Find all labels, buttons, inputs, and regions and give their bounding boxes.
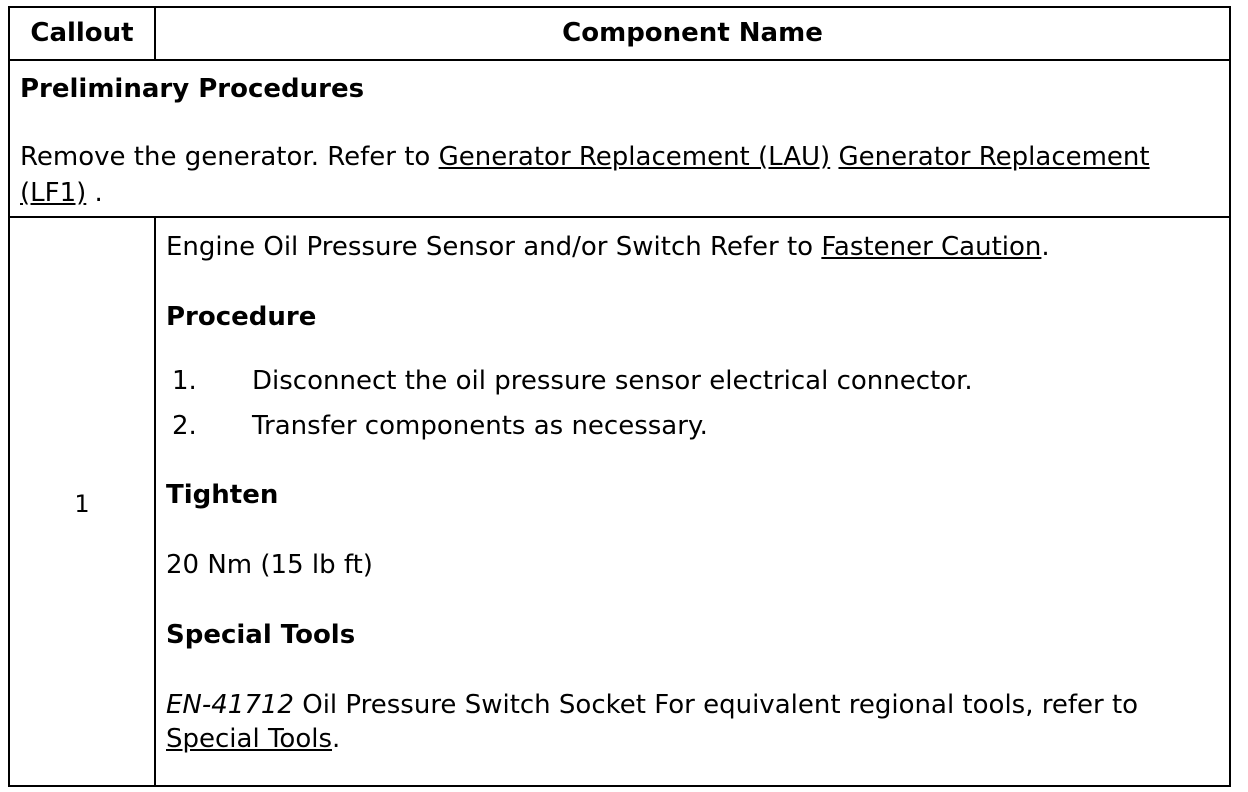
list-item: [166, 409, 1219, 454]
step-text: Disconnect the oil pressure sensor electrical connector.: [252, 366, 973, 396]
preliminary-text-suffix: .: [94, 178, 103, 208]
generator-replacement-lau-link[interactable]: Generator Replacement (LAU): [438, 142, 831, 172]
tighten-heading: Tighten: [166, 480, 279, 510]
tool-code: EN-41712: [166, 690, 294, 720]
generator-replacement-lf1-link[interactable]: Generator Replacement (LF1): [20, 142, 1150, 208]
step-text: Transfer components as necessary.: [252, 411, 708, 441]
table-header-row: [10, 8, 1229, 61]
preliminary-procedures-text: [20, 139, 1219, 211]
callout-number-cell: 1: [10, 218, 156, 785]
step-number: 1.: [172, 366, 197, 396]
tighten-value: 20 Nm (15 lb ft): [166, 550, 373, 580]
component-intro-text: Engine Oil Pressure Sensor and/or Switch Refer to: [166, 232, 814, 262]
procedure-table: [8, 6, 1231, 787]
step-number: 2.: [172, 411, 197, 441]
special-tools-text: [166, 688, 1219, 756]
component-intro: [166, 230, 1219, 264]
callout-column-header: Callout: [10, 8, 156, 59]
tool-description: Oil Pressure Switch Socket For equivalent regional tools, refer to: [302, 690, 1139, 720]
fastener-caution-link[interactable]: Fastener Caution: [821, 232, 1042, 262]
preliminary-text-prefix: Remove the generator. Refer to: [20, 142, 431, 172]
special-tools-link[interactable]: Special Tools: [166, 724, 332, 754]
preliminary-procedures-title: Preliminary Procedures: [20, 74, 365, 104]
component-content-cell: [156, 218, 1229, 785]
special-tools-heading: Special Tools: [166, 620, 356, 650]
procedure-steps-list: [166, 364, 1219, 454]
tool-suffix: .: [332, 724, 341, 754]
list-item: [166, 364, 1219, 409]
procedure-heading: Procedure: [166, 302, 317, 332]
component-name-column-header: Component Name: [562, 18, 823, 48]
preliminary-procedures-row: [10, 61, 1229, 218]
component-intro-suffix: .: [1041, 232, 1050, 262]
